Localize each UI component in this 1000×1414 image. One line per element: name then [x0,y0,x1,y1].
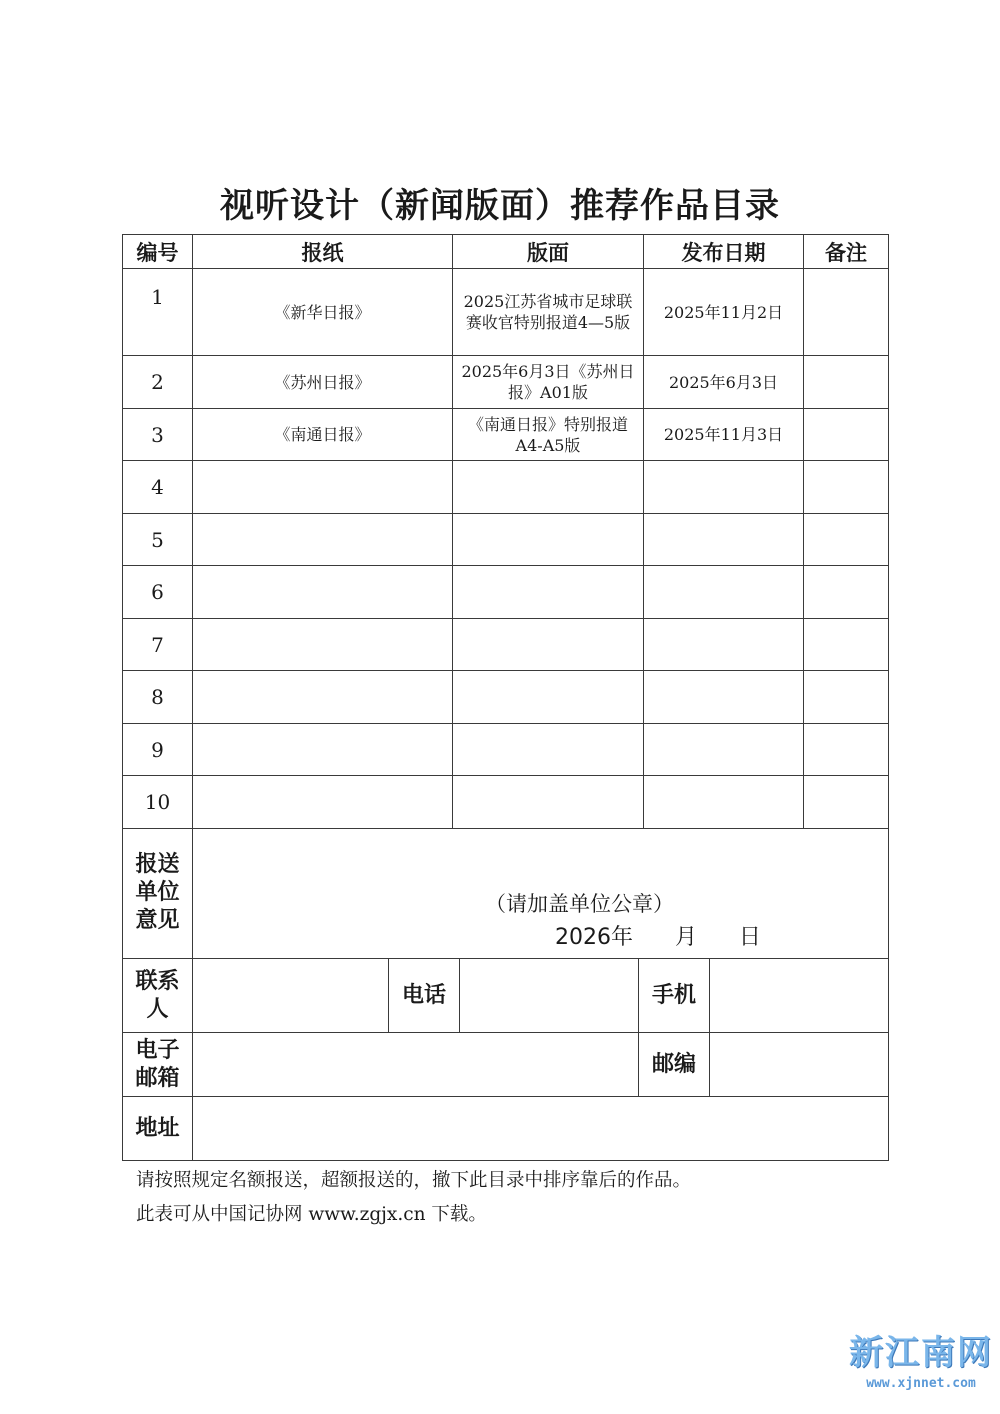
row-number: 6 [123,566,193,619]
table-row [123,269,889,356]
row-number: 9 [123,724,193,776]
table-row [123,514,889,566]
row-note[interactable] [804,671,889,724]
row-number: 8 [123,671,193,724]
watermark-name: 新江南网 [849,1333,993,1373]
row-number: 7 [123,619,193,671]
row-note[interactable] [804,776,889,829]
watermark-logo [846,1325,996,1391]
table-row [123,619,889,671]
row-number: 4 [123,461,193,514]
opinion-label: 报送单位意见 [123,828,193,959]
header-date: 发布日期 [644,235,804,269]
table-row [123,724,889,776]
row-number: 10 [123,776,193,829]
address-field[interactable] [193,1097,889,1161]
table-row [123,461,889,514]
row-paper[interactable] [193,671,453,724]
header-paper: 报纸 [193,235,453,269]
row-number: 1 [123,269,193,356]
email-label: 电子邮箱 [123,1033,193,1097]
row-page[interactable] [453,514,644,566]
row-note[interactable] [804,409,889,461]
row-page[interactable] [453,619,644,671]
row-page[interactable]: 2025江苏省城市足球联赛收官特别报道4—5版 [453,269,644,356]
row-date[interactable]: 2025年11月3日 [644,409,804,461]
table-header-row [123,235,889,269]
note-download: 此表可从中国记协网 www.zgjx.cn 下载。 [136,1204,487,1225]
row-date[interactable]: 2025年11月2日 [644,269,804,356]
row-number: 2 [123,356,193,409]
table-row [123,671,889,724]
row-page[interactable] [453,461,644,514]
row-note[interactable] [804,356,889,409]
mobile-label: 手机 [639,959,710,1033]
row-note[interactable] [804,724,889,776]
table-row [123,776,889,829]
seal-text: （请加盖单位公章） [485,892,674,916]
row-date[interactable]: 2025年6月3日 [644,356,804,409]
note-quota: 请按照规定名额报送，超额报送的，撤下此目录中排序靠后的作品。 [136,1170,692,1191]
row-date[interactable] [644,776,804,829]
footnotes [136,1164,691,1232]
row-date[interactable] [644,724,804,776]
submission-form [122,828,889,1161]
row-date[interactable] [644,514,804,566]
row-note[interactable] [804,269,889,356]
phone-field[interactable] [460,959,639,1033]
row-number: 5 [123,514,193,566]
contact-label: 联系人 [123,959,193,1033]
document-title: 视听设计（新闻版面）推荐作品目录 [220,186,780,226]
row-paper[interactable] [193,619,453,671]
row-date[interactable] [644,671,804,724]
row-page[interactable] [453,566,644,619]
works-table [122,234,889,829]
phone-label: 电话 [389,959,460,1033]
row-note[interactable] [804,566,889,619]
row-page[interactable] [453,776,644,829]
row-paper[interactable] [193,724,453,776]
row-paper[interactable]: 《新华日报》 [193,269,453,356]
row-note[interactable] [804,461,889,514]
row-date[interactable] [644,566,804,619]
header-note: 备注 [804,235,889,269]
table-row [123,566,889,619]
row-page[interactable] [453,724,644,776]
row-paper[interactable] [193,776,453,829]
header-page: 版面 [453,235,644,269]
row-paper[interactable] [193,461,453,514]
postcode-field[interactable] [710,1033,889,1097]
row-date[interactable] [644,619,804,671]
row-page[interactable] [453,671,644,724]
header-no: 编号 [123,235,193,269]
postcode-label: 邮编 [639,1033,710,1097]
table-row [123,409,889,461]
row-note[interactable] [804,619,889,671]
row-note[interactable] [804,514,889,566]
table-row [123,356,889,409]
row-number: 3 [123,409,193,461]
email-field[interactable] [193,1033,639,1097]
row-paper[interactable] [193,566,453,619]
row-page[interactable]: 《南通日报》特别报道A4-A5版 [453,409,644,461]
opinion-field[interactable] [193,828,889,959]
row-date[interactable] [644,461,804,514]
contact-field[interactable] [193,959,389,1033]
row-paper[interactable] [193,514,453,566]
row-paper[interactable]: 《苏州日报》 [193,356,453,409]
address-label: 地址 [123,1097,193,1161]
row-paper[interactable]: 《南通日报》 [193,409,453,461]
watermark-url: www.xjnnet.com [866,1376,976,1391]
row-page[interactable]: 2025年6月3日《苏州日报》A01版 [453,356,644,409]
opinion-date: 2026年 月 日 [555,925,761,950]
mobile-field[interactable] [710,959,889,1033]
